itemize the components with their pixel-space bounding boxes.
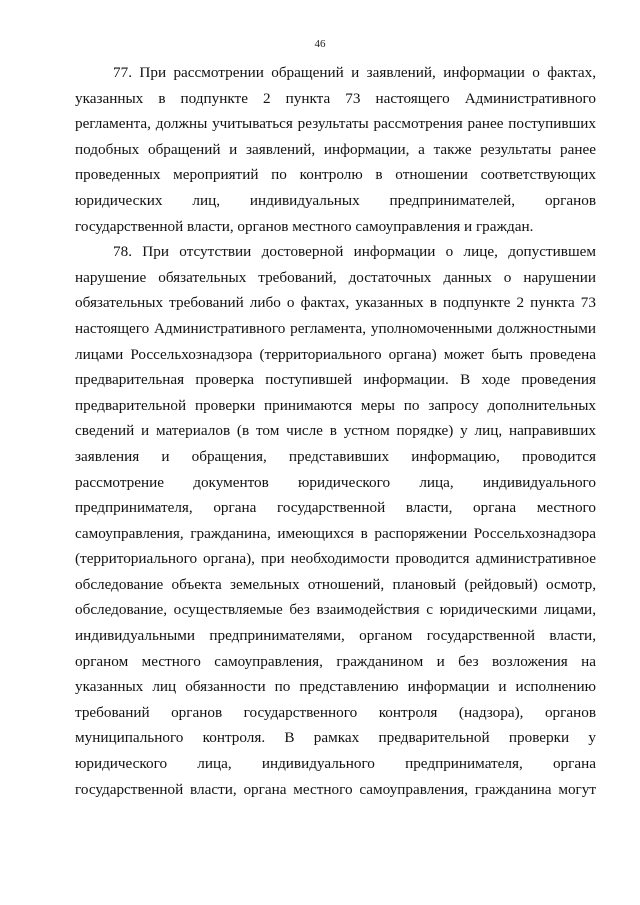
paragraph-line: 78. При отсутствии достоверной информации о лице, допустившем <box>113 243 596 261</box>
page-number: 46 <box>314 38 326 50</box>
paragraph-line: (территориального органа), при необходимости проводится административное <box>75 550 596 568</box>
paragraph-line: предпринимателя, органа государственной власти, органа местного <box>75 499 596 517</box>
paragraph-line: нарушение обязательных требований, достаточных данных о нарушении <box>75 268 596 286</box>
paragraph-line: государственной власти, органов местного самоуправления и граждан. <box>75 217 534 235</box>
paragraph-line: указанных лиц обязанности по представлению информации и исполнению <box>75 678 596 696</box>
paragraph-line: рассмотрение документов юридического лица, индивидуального <box>75 473 596 491</box>
paragraph-line: обязательных требований либо о фактах, указанных в подпункте 2 пункта 73 <box>75 294 596 312</box>
body-text <box>75 60 596 802</box>
paragraph-line: 77. При рассмотрении обращений и заявлений, информации о фактах, <box>113 64 596 81</box>
paragraph-line: регламента, должны учитываться результаты рассмотрения ранее поступивших <box>75 115 596 133</box>
paragraph-line: настоящего Административного регламента, уполномоченными должностными <box>75 319 596 337</box>
paragraph-line: лицами Россельхознадзора (территориального органа) может быть проведена <box>75 345 596 363</box>
paragraph-line: юридических лиц, индивидуальных предпринимателей, органов <box>75 191 596 209</box>
paragraph-line: сведений и материалов (в том числе в устном порядке) у лиц, направивших <box>75 422 596 440</box>
paragraph-line: предварительной проверки принимаются меры по запросу дополнительных <box>75 396 596 414</box>
paragraph-line: юридического лица, индивидуального предпринимателя, органа <box>75 755 596 773</box>
paragraph-line: предварительная проверка поступившей информации. В ходе проведения <box>75 371 596 389</box>
paragraph-line: указанных в подпункте 2 пункта 73 настоящего Административного <box>75 89 596 107</box>
paragraph-line: муниципального контроля. В рамках предварительной проверки у <box>75 729 596 747</box>
paragraph-77 <box>75 60 596 239</box>
paragraph-line: требований органов государственного контроля (надзора), органов <box>75 703 596 721</box>
paragraph-line: обследование объекта земельных отношений, плановый (рейдовый) осмотр, <box>75 575 596 593</box>
paragraph-line: подобных обращений и заявлений, информации, а также результаты ранее <box>75 140 596 158</box>
paragraph-line: индивидуальными предпринимателями, органом государственной власти, <box>75 627 596 645</box>
paragraph-78 <box>75 239 596 802</box>
paragraph-line: заявления и обращения, представивших информацию, проводится <box>75 447 596 465</box>
paragraph-line: органом местного самоуправления, гражданином и без возложения на <box>75 652 596 670</box>
paragraph-line: проведенных мероприятий по контролю в отношении соответствующих <box>75 166 596 184</box>
paragraph-line: обследование, осуществляемые без взаимодействия с юридическими лицами, <box>75 601 596 619</box>
paragraph-line: государственной власти, органа местного самоуправления, гражданина могут <box>75 780 596 798</box>
paragraph-line: самоуправления, гражданина, имеющихся в распоряжении Россельхознадзора <box>75 524 596 542</box>
